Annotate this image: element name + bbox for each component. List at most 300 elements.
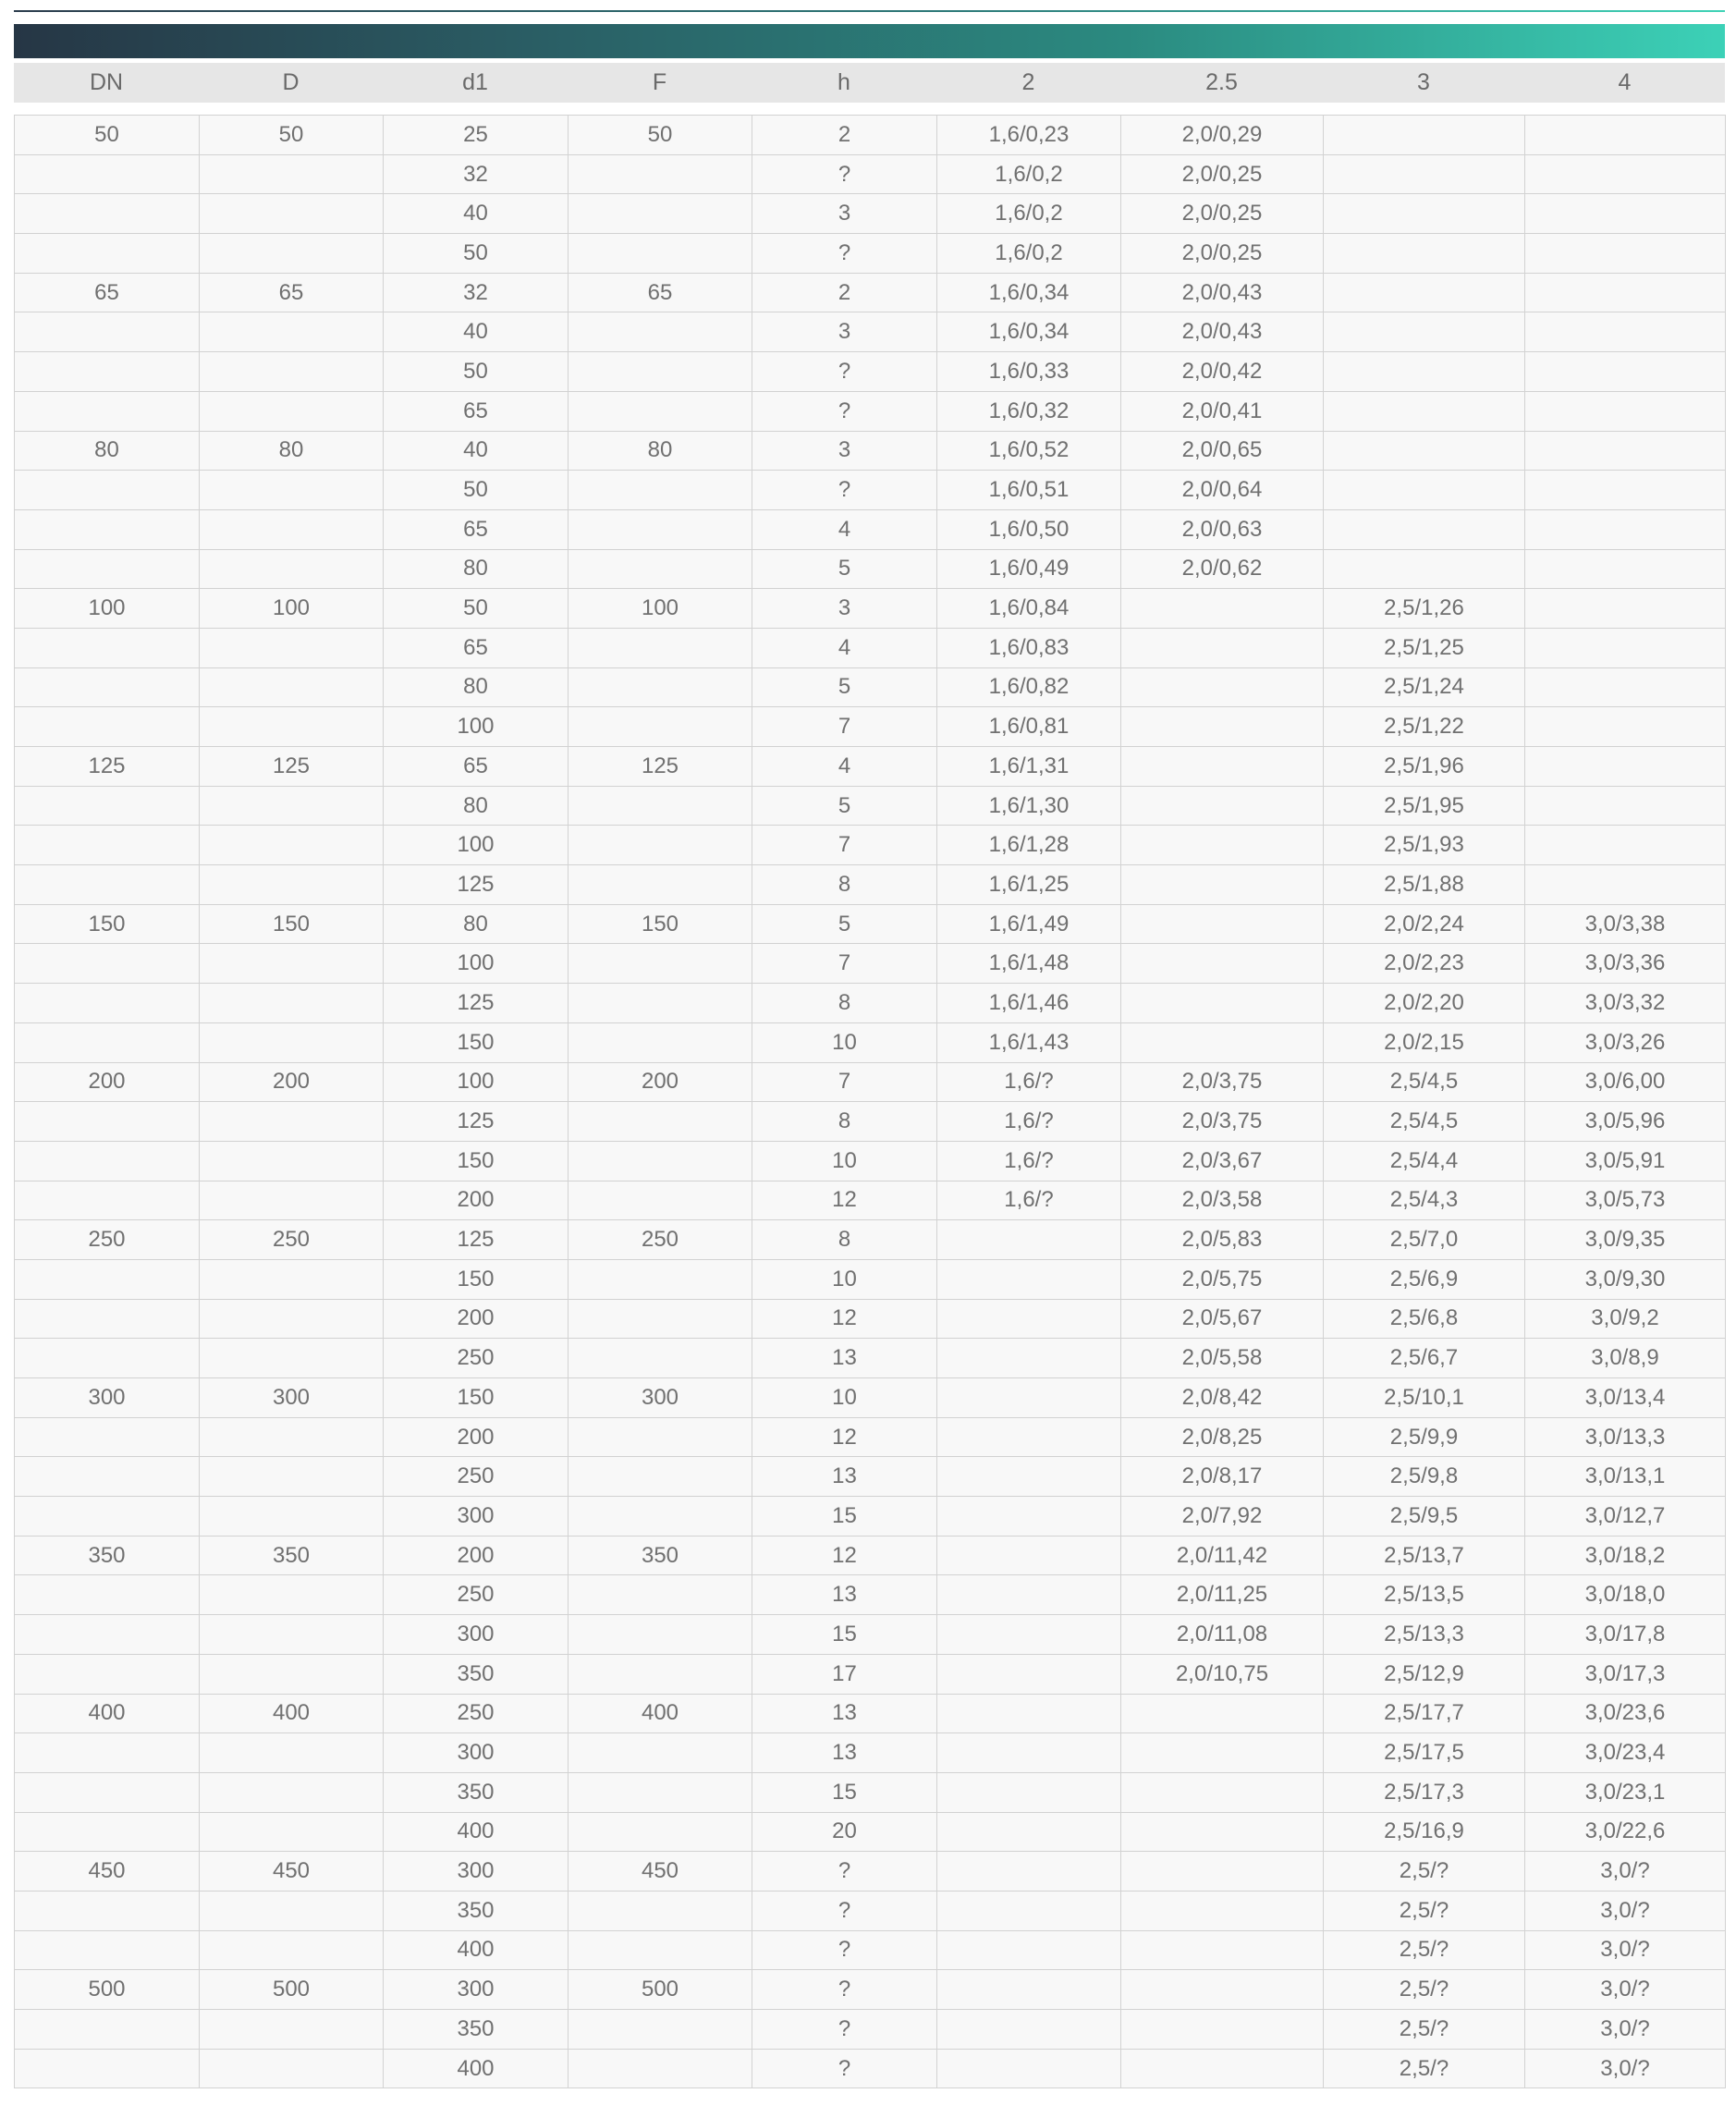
cell-pn-2-5	[1121, 1812, 1324, 1852]
cell-f	[568, 154, 752, 194]
cell-d1: 250	[384, 1694, 568, 1733]
cell-pn-3: 2,5/17,3	[1324, 1772, 1525, 1812]
cell-pn-3: 2,5/1,25	[1324, 628, 1525, 667]
cell-d1: 300	[384, 1615, 568, 1655]
cell-d1: 350	[384, 2010, 568, 2050]
cell-pn-2-5	[1121, 826, 1324, 865]
cell-dn: 150	[15, 904, 200, 944]
table-row	[15, 1930, 1726, 1970]
cell-pn-3: 2,5/13,7	[1324, 1536, 1525, 1575]
cell-f	[568, 1181, 752, 1220]
cell-d1: 100	[384, 1062, 568, 1102]
cell-d1: 200	[384, 1299, 568, 1339]
cell-pn-2-5: 2,0/5,58	[1121, 1339, 1324, 1378]
cell-d1: 32	[384, 273, 568, 312]
cell-d	[200, 1772, 384, 1812]
cell-pn-2-5	[1121, 1930, 1324, 1970]
cell-d1: 400	[384, 1812, 568, 1852]
cell-d	[200, 1497, 384, 1536]
cell-pn-3: 2,5/4,5	[1324, 1062, 1525, 1102]
table-row	[15, 1141, 1726, 1181]
dimensions-table	[14, 115, 1726, 2088]
cell-pn-3	[1324, 431, 1525, 471]
cell-dn	[15, 1772, 200, 1812]
cell-pn-4	[1525, 352, 1726, 392]
cell-dn	[15, 1575, 200, 1615]
cell-pn-4: 3,0/5,91	[1525, 1141, 1726, 1181]
cell-d1: 200	[384, 1536, 568, 1575]
cell-pn-2-5	[1121, 984, 1324, 1023]
cell-d	[200, 1141, 384, 1181]
cell-pn-2: 1,6/0,2	[937, 194, 1121, 234]
cell-dn	[15, 154, 200, 194]
cell-pn-3: 2,5/16,9	[1324, 1812, 1525, 1852]
cell-d: 80	[200, 431, 384, 471]
cell-pn-4: 3,0/9,35	[1525, 1220, 1726, 1260]
cell-pn-2: 1,6/0,50	[937, 509, 1121, 549]
table-row	[15, 707, 1726, 747]
table-row	[15, 944, 1726, 984]
top-divider-line	[14, 10, 1725, 12]
cell-d1: 300	[384, 1970, 568, 2010]
cell-d1: 200	[384, 1181, 568, 1220]
cell-d	[200, 312, 384, 352]
cell-pn-2	[937, 1891, 1121, 1930]
cell-pn-4: 3,0/3,26	[1525, 1022, 1726, 1062]
cell-dn	[15, 826, 200, 865]
cell-h: 3	[752, 589, 937, 629]
cell-h: ?	[752, 154, 937, 194]
cell-pn-2: 1,6/0,23	[937, 116, 1121, 155]
cell-d	[200, 786, 384, 826]
cell-pn-2: 1,6/1,49	[937, 904, 1121, 944]
cell-h: 17	[752, 1654, 937, 1694]
cell-h: 12	[752, 1536, 937, 1575]
cell-pn-4: 3,0/?	[1525, 1891, 1726, 1930]
cell-pn-3	[1324, 234, 1525, 274]
cell-d1: 250	[384, 1339, 568, 1378]
cell-d1: 40	[384, 194, 568, 234]
cell-h: 13	[752, 1575, 937, 1615]
cell-d: 125	[200, 747, 384, 787]
cell-pn-4	[1525, 391, 1726, 431]
table-row	[15, 1852, 1726, 1892]
cell-d	[200, 1102, 384, 1142]
cell-dn	[15, 1022, 200, 1062]
cell-dn: 500	[15, 1970, 200, 2010]
table-row	[15, 984, 1726, 1023]
cell-pn-3: 2,0/2,24	[1324, 904, 1525, 944]
cell-f: 100	[568, 589, 752, 629]
cell-pn-4: 3,0/?	[1525, 1852, 1726, 1892]
cell-h: 2	[752, 116, 937, 155]
cell-d: 100	[200, 589, 384, 629]
cell-f: 80	[568, 431, 752, 471]
cell-pn-2-5	[1121, 707, 1324, 747]
cell-dn	[15, 2049, 200, 2088]
table-row	[15, 154, 1726, 194]
cell-pn-2-5: 2,0/10,75	[1121, 1654, 1324, 1694]
cell-h: 4	[752, 747, 937, 787]
table-row	[15, 273, 1726, 312]
table-row	[15, 1970, 1726, 2010]
cell-h: 8	[752, 1102, 937, 1142]
cell-f	[568, 234, 752, 274]
cell-h: ?	[752, 2010, 937, 2050]
cell-pn-2: 1,6/0,84	[937, 589, 1121, 629]
cell-pn-3: 2,5/?	[1324, 2010, 1525, 2050]
table-row	[15, 1772, 1726, 1812]
cell-d1: 80	[384, 667, 568, 707]
cell-pn-4	[1525, 826, 1726, 865]
cell-pn-2	[937, 1220, 1121, 1260]
cell-h: 5	[752, 904, 937, 944]
cell-h: 7	[752, 707, 937, 747]
cell-d1: 125	[384, 1220, 568, 1260]
cell-pn-2: 1,6/0,2	[937, 234, 1121, 274]
cell-dn	[15, 471, 200, 510]
cell-pn-2-5: 2,0/11,42	[1121, 1536, 1324, 1575]
cell-pn-4: 3,0/18,2	[1525, 1536, 1726, 1575]
cell-f: 65	[568, 273, 752, 312]
cell-h: 13	[752, 1733, 937, 1773]
cell-pn-2: 1,6/0,33	[937, 352, 1121, 392]
cell-dn	[15, 865, 200, 905]
cell-pn-2-5	[1121, 944, 1324, 984]
cell-d1: 80	[384, 904, 568, 944]
cell-pn-2: 1,6/0,81	[937, 707, 1121, 747]
cell-h: 10	[752, 1141, 937, 1181]
cell-pn-2	[937, 2010, 1121, 2050]
cell-d	[200, 471, 384, 510]
cell-pn-2-5: 2,0/8,25	[1121, 1417, 1324, 1457]
cell-d1: 300	[384, 1852, 568, 1892]
cell-pn-2	[937, 1497, 1121, 1536]
cell-f: 250	[568, 1220, 752, 1260]
cell-dn: 80	[15, 431, 200, 471]
cell-pn-2-5: 2,0/0,65	[1121, 431, 1324, 471]
cell-pn-2-5: 2,0/0,43	[1121, 312, 1324, 352]
cell-pn-4	[1525, 667, 1726, 707]
cell-dn: 50	[15, 116, 200, 155]
cell-h: 8	[752, 865, 937, 905]
cell-dn	[15, 1930, 200, 1970]
table-row	[15, 431, 1726, 471]
cell-d: 250	[200, 1220, 384, 1260]
cell-f: 450	[568, 1852, 752, 1892]
cell-d1: 80	[384, 549, 568, 589]
cell-d1: 350	[384, 1891, 568, 1930]
cell-f	[568, 1339, 752, 1378]
cell-pn-2-5	[1121, 589, 1324, 629]
cell-f: 200	[568, 1062, 752, 1102]
cell-dn	[15, 1259, 200, 1299]
cell-d1: 300	[384, 1497, 568, 1536]
cell-d	[200, 1930, 384, 1970]
cell-pn-4: 3,0/17,8	[1525, 1615, 1726, 1655]
cell-dn	[15, 352, 200, 392]
cell-pn-2: 1,6/0,2	[937, 154, 1121, 194]
table-body	[15, 116, 1726, 2088]
cell-dn: 350	[15, 1536, 200, 1575]
table-row	[15, 628, 1726, 667]
cell-pn-2-5	[1121, 904, 1324, 944]
cell-d1: 65	[384, 509, 568, 549]
cell-d1: 350	[384, 1772, 568, 1812]
cell-f	[568, 352, 752, 392]
cell-h: 3	[752, 312, 937, 352]
cell-h: ?	[752, 471, 937, 510]
cell-f	[568, 707, 752, 747]
cell-h: 20	[752, 1812, 937, 1852]
cell-d	[200, 2049, 384, 2088]
cell-d1: 400	[384, 2049, 568, 2088]
cell-pn-4: 3,0/3,36	[1525, 944, 1726, 984]
cell-pn-3: 2,5/17,7	[1324, 1694, 1525, 1733]
table-row	[15, 1062, 1726, 1102]
cell-dn	[15, 1654, 200, 1694]
cell-pn-2	[937, 1339, 1121, 1378]
cell-pn-3: 2,5/7,0	[1324, 1220, 1525, 1260]
cell-pn-3: 2,5/9,9	[1324, 1417, 1525, 1457]
table-row	[15, 1022, 1726, 1062]
cell-h: 5	[752, 667, 937, 707]
cell-d	[200, 1417, 384, 1457]
cell-pn-4: 3,0/23,1	[1525, 1772, 1726, 1812]
cell-pn-2: 1,6/0,32	[937, 391, 1121, 431]
cell-dn	[15, 1457, 200, 1497]
cell-pn-2	[937, 1970, 1121, 2010]
table-row	[15, 234, 1726, 274]
cell-pn-4	[1525, 707, 1726, 747]
cell-pn-3: 2,5/?	[1324, 1970, 1525, 2010]
cell-d1: 40	[384, 431, 568, 471]
cell-dn	[15, 628, 200, 667]
cell-pn-2: 1,6/0,82	[937, 667, 1121, 707]
cell-pn-4: 3,0/23,4	[1525, 1733, 1726, 1773]
cell-f	[568, 2049, 752, 2088]
cell-dn	[15, 944, 200, 984]
cell-pn-3: 2,5/?	[1324, 1930, 1525, 1970]
table-row	[15, 549, 1726, 589]
cell-pn-2-5: 2,0/0,64	[1121, 471, 1324, 510]
cell-f	[568, 944, 752, 984]
cell-pn-3: 2,5/4,4	[1324, 1141, 1525, 1181]
cell-f	[568, 1141, 752, 1181]
cell-dn	[15, 1339, 200, 1378]
cell-h: ?	[752, 391, 937, 431]
cell-pn-3	[1324, 391, 1525, 431]
cell-h: ?	[752, 1970, 937, 2010]
cell-h: 3	[752, 194, 937, 234]
cell-dn	[15, 1299, 200, 1339]
cell-d	[200, 234, 384, 274]
cell-pn-4	[1525, 234, 1726, 274]
cell-pn-2-5	[1121, 747, 1324, 787]
table-row	[15, 1615, 1726, 1655]
cell-pn-3: 2,5/10,1	[1324, 1378, 1525, 1418]
cell-h: 13	[752, 1339, 937, 1378]
cell-d	[200, 1181, 384, 1220]
cell-pn-2-5	[1121, 2049, 1324, 2088]
cell-pn-4: 3,0/5,96	[1525, 1102, 1726, 1142]
cell-pn-2: 1,6/0,49	[937, 549, 1121, 589]
header-d1: d1	[462, 69, 488, 95]
cell-pn-3: 2,0/2,20	[1324, 984, 1525, 1023]
table-row	[15, 1299, 1726, 1339]
cell-dn	[15, 391, 200, 431]
cell-h: 8	[752, 984, 937, 1023]
cell-pn-2: 1,6/1,25	[937, 865, 1121, 905]
cell-h: ?	[752, 2049, 937, 2088]
cell-f	[568, 1259, 752, 1299]
cell-pn-4: 3,0/17,3	[1525, 1654, 1726, 1694]
cell-pn-2: 1,6/0,34	[937, 312, 1121, 352]
cell-pn-3: 2,5/4,3	[1324, 1181, 1525, 1220]
cell-h: 4	[752, 628, 937, 667]
cell-pn-3: 2,5/1,96	[1324, 747, 1525, 787]
cell-h: 7	[752, 1062, 937, 1102]
cell-pn-3	[1324, 273, 1525, 312]
cell-pn-4: 3,0/9,2	[1525, 1299, 1726, 1339]
cell-d	[200, 194, 384, 234]
cell-d1: 150	[384, 1141, 568, 1181]
cell-pn-2	[937, 1259, 1121, 1299]
cell-pn-2-5	[1121, 1772, 1324, 1812]
cell-pn-2-5: 2,0/0,43	[1121, 273, 1324, 312]
cell-d	[200, 628, 384, 667]
cell-pn-2-5: 2,0/11,25	[1121, 1575, 1324, 1615]
cell-pn-3	[1324, 154, 1525, 194]
cell-d1: 125	[384, 865, 568, 905]
cell-d	[200, 1812, 384, 1852]
cell-pn-2	[937, 1772, 1121, 1812]
cell-dn	[15, 1615, 200, 1655]
cell-dn	[15, 2010, 200, 2050]
cell-d1: 125	[384, 984, 568, 1023]
header-dn: DN	[89, 69, 124, 95]
cell-pn-3: 2,5/?	[1324, 1852, 1525, 1892]
cell-d1: 40	[384, 312, 568, 352]
table-row	[15, 1575, 1726, 1615]
cell-f: 500	[568, 1970, 752, 2010]
cell-pn-4: 3,0/6,00	[1525, 1062, 1726, 1102]
header-h: h	[837, 69, 850, 95]
cell-pn-2-5: 2,0/0,42	[1121, 352, 1324, 392]
table-row	[15, 1259, 1726, 1299]
cell-d	[200, 667, 384, 707]
cell-d1: 200	[384, 1417, 568, 1457]
cell-f: 125	[568, 747, 752, 787]
cell-d: 200	[200, 1062, 384, 1102]
cell-pn-3: 2,5/9,5	[1324, 1497, 1525, 1536]
cell-h: ?	[752, 234, 937, 274]
cell-d1: 65	[384, 747, 568, 787]
table-header	[14, 63, 1725, 103]
cell-f	[568, 1733, 752, 1773]
table-row	[15, 1220, 1726, 1260]
cell-pn-2: 1,6/0,83	[937, 628, 1121, 667]
cell-pn-2-5: 2,0/5,67	[1121, 1299, 1324, 1339]
cell-dn: 65	[15, 273, 200, 312]
cell-pn-2	[937, 1417, 1121, 1457]
cell-pn-3: 2,5/6,8	[1324, 1299, 1525, 1339]
cell-dn: 125	[15, 747, 200, 787]
cell-pn-4	[1525, 471, 1726, 510]
cell-pn-2	[937, 1536, 1121, 1575]
cell-pn-3: 2,5/1,22	[1324, 707, 1525, 747]
cell-d	[200, 154, 384, 194]
cell-d	[200, 1299, 384, 1339]
table-row	[15, 1733, 1726, 1773]
table-row	[15, 312, 1726, 352]
cell-d1: 25	[384, 116, 568, 155]
table-row	[15, 1339, 1726, 1378]
cell-pn-4: 3,0/8,9	[1525, 1339, 1726, 1378]
cell-f	[568, 786, 752, 826]
cell-pn-3: 2,5/12,9	[1324, 1654, 1525, 1694]
cell-d1: 300	[384, 1733, 568, 1773]
cell-h: 13	[752, 1457, 937, 1497]
cell-pn-4: 3,0/?	[1525, 2010, 1726, 2050]
cell-dn	[15, 1733, 200, 1773]
cell-h: 7	[752, 944, 937, 984]
cell-pn-2: 1,6/1,46	[937, 984, 1121, 1023]
cell-pn-4	[1525, 116, 1726, 155]
cell-pn-2-5	[1121, 628, 1324, 667]
table-row	[15, 1417, 1726, 1457]
cell-d: 50	[200, 116, 384, 155]
cell-d: 350	[200, 1536, 384, 1575]
cell-f	[568, 312, 752, 352]
header-pn-4: 4	[1618, 69, 1632, 95]
cell-pn-3: 2,5/1,24	[1324, 667, 1525, 707]
cell-h: 15	[752, 1615, 937, 1655]
cell-pn-2: 1,6/?	[937, 1141, 1121, 1181]
cell-pn-2: 1,6/?	[937, 1181, 1121, 1220]
cell-d1: 65	[384, 391, 568, 431]
cell-pn-4: 3,0/22,6	[1525, 1812, 1726, 1852]
cell-h: 8	[752, 1220, 937, 1260]
table-row	[15, 1102, 1726, 1142]
table-row	[15, 786, 1726, 826]
table-row	[15, 1654, 1726, 1694]
cell-d1: 150	[384, 1259, 568, 1299]
cell-pn-4	[1525, 865, 1726, 905]
cell-d1: 50	[384, 471, 568, 510]
cell-pn-2-5: 2,0/3,75	[1121, 1102, 1324, 1142]
cell-pn-2-5: 2,0/5,83	[1121, 1220, 1324, 1260]
cell-pn-4: 3,0/?	[1525, 1930, 1726, 1970]
cell-h: 12	[752, 1417, 937, 1457]
cell-pn-2-5: 2,0/7,92	[1121, 1497, 1324, 1536]
cell-h: ?	[752, 1891, 937, 1930]
cell-f	[568, 1654, 752, 1694]
cell-pn-4: 3,0/?	[1525, 1970, 1726, 2010]
cell-d1: 150	[384, 1022, 568, 1062]
cell-dn	[15, 509, 200, 549]
cell-f	[568, 1615, 752, 1655]
cell-f	[568, 2010, 752, 2050]
cell-pn-2-5: 2,0/0,29	[1121, 116, 1324, 155]
cell-d1: 400	[384, 1930, 568, 1970]
table-row	[15, 667, 1726, 707]
cell-dn	[15, 1102, 200, 1142]
cell-pn-2: 1,6/0,52	[937, 431, 1121, 471]
cell-dn	[15, 1812, 200, 1852]
cell-pn-4	[1525, 273, 1726, 312]
cell-pn-3: 2,5/1,95	[1324, 786, 1525, 826]
